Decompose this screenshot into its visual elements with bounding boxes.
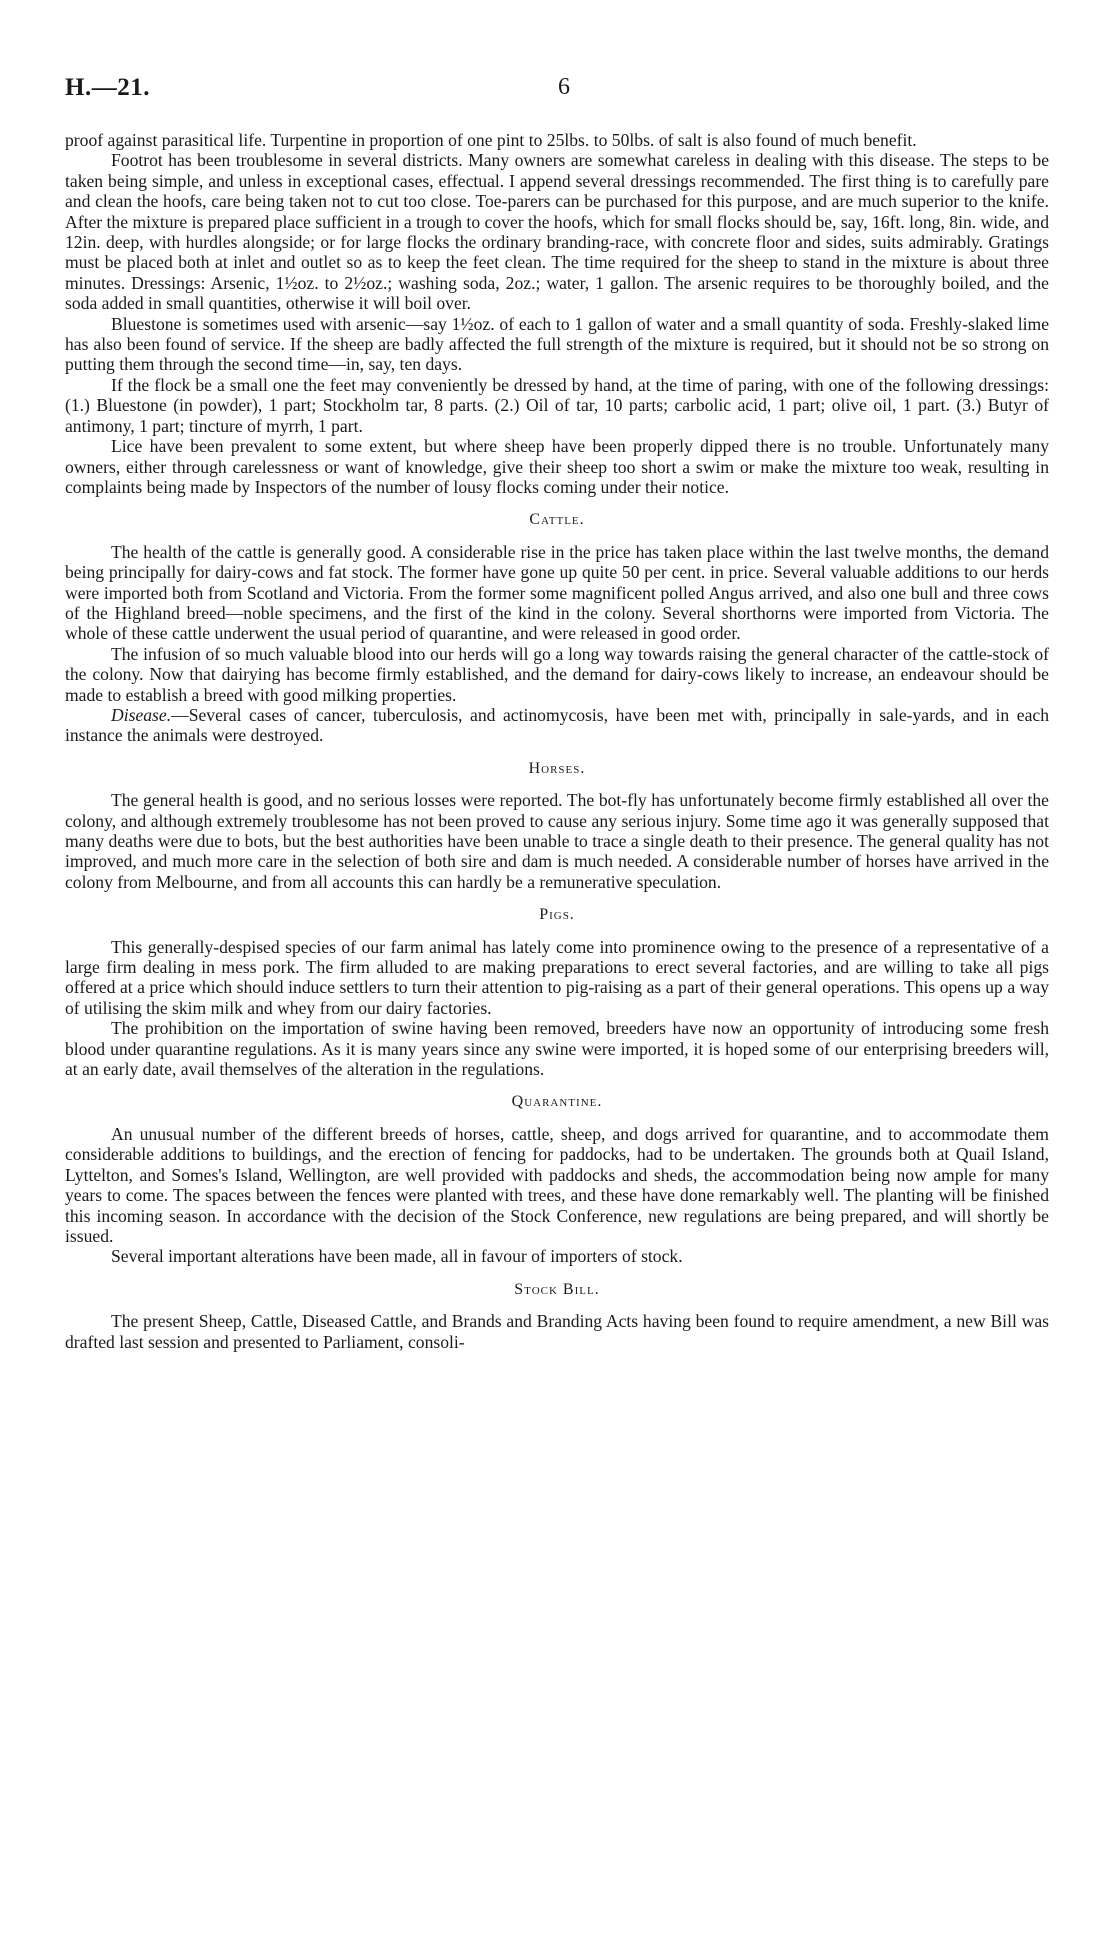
paragraph: An unusual number of the different breeds of horses, cattle, sheep, and dogs arrived for quarantine, and to accommodate them considerable additions to buildings, and the erection of fencing for paddocks, had to be undertaken. The grounds both at Quail Island, Lyttelton, and Somes's Island, Wellington, are well provided with paddocks and sheds, the accommodation being now ample for many years to come. The spaces between the fences were planted with trees, and these have done remarkably well. The planting will be finished this incoming season. In accordance with the decision of the Stock Conference, new regulations are being prepared, and will shortly be issued. <box>65 1123 1049 1246</box>
paragraph: The general health is good, and no serious losses were reported. The bot-fly has unfortunately become firmly established all over the colony, and although extremely troublesome has not been proved to cause any serious injury. Some time ago it was generally supposed that many deaths were due to bots, but the best authorities have been unable to trace a single death to their presence. The general quality has not improved, and much more care in the selection of both sire and dam is much needed. A considerable number of horses have arrived in the colony from Melbourne, and from all accounts this can hardly be a remunerative speculation. <box>65 790 1049 892</box>
section-heading-cattle: Cattle. <box>529 511 585 529</box>
paragraph-disease <box>65 705 1049 746</box>
page-number: 6 <box>558 74 570 100</box>
document-reference: H.—21. <box>65 74 150 101</box>
section-heading-stock-bill: Stock Bill. <box>514 1280 600 1298</box>
paragraph: If the flock be a small one the feet may conveniently be dressed by hand, at the time of paring, with one of the following dressings: (1.) Bluestone (in powder), 1 part; Stockholm tar, 8 parts. (2.) Oil of tar, 10 parts; carbolic acid, 1 part; olive oil, 1 part. (3.) Butyr of antimony, 1 part; tincture of myrrh, 1 part. <box>65 374 1049 436</box>
paragraph: Lice have been prevalent to some extent, but where sheep have been properly dipped there is no trouble. Unfortunately many owners, either through carelessness or want of knowledge, give their sheep too short a swim or make the mixture too weak, resulting in complaints being made by Inspectors of the number of lousy flocks coming under their notice. <box>65 436 1049 497</box>
paragraph: This generally-despised species of our farm animal has lately come into prominence owing to the presence of a representative of a large firm dealing in mess pork. The firm alluded to are making preparations to erect several factories, and are willing to take all pigs offered at a price which should induce settlers to turn their attention to pig-raising as a part of their general operations. This opens up a way of utilising the skim milk and whey from our dairy factories. <box>65 936 1049 1018</box>
paragraph: The infusion of so much valuable blood into our herds will go a long way towards raising the general character of the cattle-stock of the colony. Now that dairying has become firmly established, and the demand for dairy-cows likely to increase, an endeavour should be made to establish a breed with good milking properties. <box>65 643 1049 705</box>
paragraph: Footrot has been troublesome in several districts. Many owners are somewhat careless in dealing with this disease. The steps to be taken being simple, and unless in exceptional cases, effectual. I append several dressings recommended. The first thing is to carefully pare and clean the hoofs, care being taken not to cut too close. Toe-parers can be purchased for this purpose, and are much superior to the knife. After the mixture is prepared place sufficient in a trough to cover the hoofs, which for small flocks should be, say, 16ft. long, 8in. wide, and 12in. deep, with hurdles alongside; or for large flocks the ordinary branding-race, with concrete floor and sides, suits admirably. Gratings must be placed both at inlet and outlet so as to keep the feet clean. The time required for the sheep to stand in the mixture is about three minutes. Dressings: Arsenic, 1½oz. to 2½oz.; washing soda, 2oz.; water, 1 gallon. The arsenic requires to be thoroughly boiled, and the soda added in small quantities, otherwise it will boil over. <box>65 150 1049 314</box>
document-body <box>65 130 1049 1352</box>
paragraph: The prohibition on the importation of swine having been removed, breeders have now an opportunity of introducing some fresh blood under quarantine regulations. As it is many years since any swine were imported, it is hoped some of our enterprising breeders will, at an early date, avail themselves of the alteration in the regulations. <box>65 1018 1049 1080</box>
section-heading-quarantine: Quarantine. <box>511 1093 603 1111</box>
paragraph: Bluestone is sometimes used with arsenic—say 1½oz. of each to 1 gallon of water and a small quantity of soda. Freshly-slaked lime has also been found of service. If the sheep are badly affected the full strength of the mixture is required, but it should not be so strong on putting them through the second time—in, say, ten days. <box>65 313 1049 375</box>
section-heading-pigs: Pigs. <box>539 906 575 924</box>
paragraph: The health of the cattle is generally good. A considerable rise in the price has taken place within the last twelve months, the demand being principally for dairy-cows and fat stock. The former have gone up quite 50 per cent. in price. Several valuable additions to our herds were imported both from Scotland and Victoria. From the former some magnificent polled Angus arrived, and also one bull and three cows of the Highland breed—noble specimens, and the first of the kind in the colony. Several shorthorns were imported from Victoria. The whole of these cattle underwent the usual period of quarantine, and were released in good order. <box>65 541 1049 644</box>
section-heading-horses: Horses. <box>528 759 586 777</box>
paragraph: The present Sheep, Cattle, Diseased Cattle, and Brands and Branding Acts having been found to require amendment, a new Bill was drafted last session and presented to Parliament, consoli- <box>65 1311 1049 1352</box>
disease-text: —Several cases of cancer, tuberculosis, and actinomycosis, have been met with, principally in sale-yards, and in each instance the animals were destroyed. <box>65 704 1049 746</box>
page-header <box>65 74 1049 130</box>
disease-label: Disease. <box>111 704 172 725</box>
paragraph: Several important alterations have been made, all in favour of importers of stock. <box>111 1246 683 1267</box>
paragraph: proof against parasitical life. Turpentine in proportion of one pint to 25lbs. to 50lbs. of salt is also found of much benefit. <box>65 130 917 150</box>
